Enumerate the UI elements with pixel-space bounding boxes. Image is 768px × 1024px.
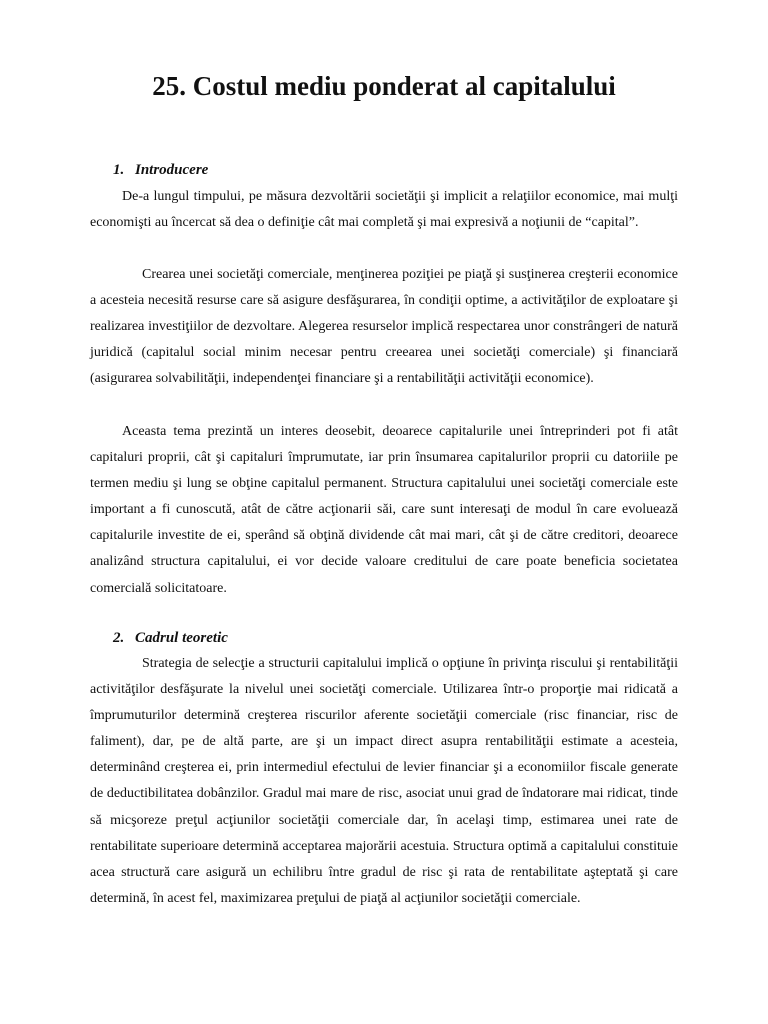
paragraph: Aceasta tema prezintă un interes deosebit, deoarece capitalurile unei întreprinderi pot fi atât capitaluri proprii, cât şi capitaluri împrumutate, iar prin însumarea capitalurilor proprii cu datoriile pe termen mediu şi lung se obţine capitalul permanent. Structura capitalului unei societăţi comerciale este important a fi cunoscută, atât de către acţionarii săi, care sunt interesaţi de modul în care evoluează capitalurile investite de ei, sperând să obţină dividende cât mai mari, cât şi de către creditori, deoarece analizând structura capitalului, ei vor decide valoare creditului de care poate beneficia societatea comercială solicitatoare. [90, 424, 678, 596]
page-title: 25. Costul mediu ponderat al capitalului [152, 71, 616, 101]
paragraph: Strategia de selecţie a structurii capitalului implică o opţiune în privinţa riscului şi rentabilităţii activităţilor desfăşurate la nivelul unei societăţi comerciale. Utilizarea într-o proporţie mai ridicată a împrumuturilor determină creşterea riscurilor aferente societăţii comerciale (risc financiar, risc de faliment), dar, pe de altă parte, are şi un impact direct asupra rentabilităţii estimate a acesteia, determinând creşterea ei, prin intermediul efectului de levier financiar şi a economiilor fiscale generate de deductibilitatea dobânzilor. Gradul mai mare de risc, asociat unui grad de îndatorare mai ridicat, tinde să micşoreze preţul acţiunilor societăţii comerciale dar, în acelaşi timp, estimarea unei rate de rentabilitate superioare determină acceptarea majorării acestuia. Structura optimă a capitalului constituie acea structură care asigură un echilibru între gradul de risc şi rata de rentabilitate aşteptată şi care determină, în acest fel, maximizarea preţului de piaţă al acţiunilor societăţii comerciale. [90, 656, 678, 906]
section-heading-cadrul-teoretic [113, 628, 228, 648]
section-number: 1. [113, 162, 125, 178]
paragraph: Crearea unei societăţi comerciale, menţinerea poziţiei pe piaţă şi susţinerea creşterii economice a acesteia necesită resurse care să asigure desfăşurarea, în condiţii optime, a activităţilor de exploatare şi realizarea investiţiilor de dezvoltare. Alegerea resurselor implică respectarea unor constrângeri de natură juridică (capitalul social minim necesar pentru creearea unei societăţi comerciale) şi financiară (asigurarea solvabilităţii, independenţei financiare şi a rentabilităţii activităţii economice). [90, 267, 678, 387]
section-heading-label: Introducere [135, 162, 209, 178]
section-number: 2. [113, 630, 125, 646]
section-heading-label: Cadrul teoretic [135, 630, 228, 646]
section-heading-introducere [113, 160, 208, 180]
paragraph: De-a lungul timpului, pe măsura dezvoltării societăţii şi implicit a relaţiilor economice, mai mulţi economişti au încercat să dea o definiţie cât mai completă şi mai expresivă a noţiunii de “capital”. [90, 189, 678, 231]
